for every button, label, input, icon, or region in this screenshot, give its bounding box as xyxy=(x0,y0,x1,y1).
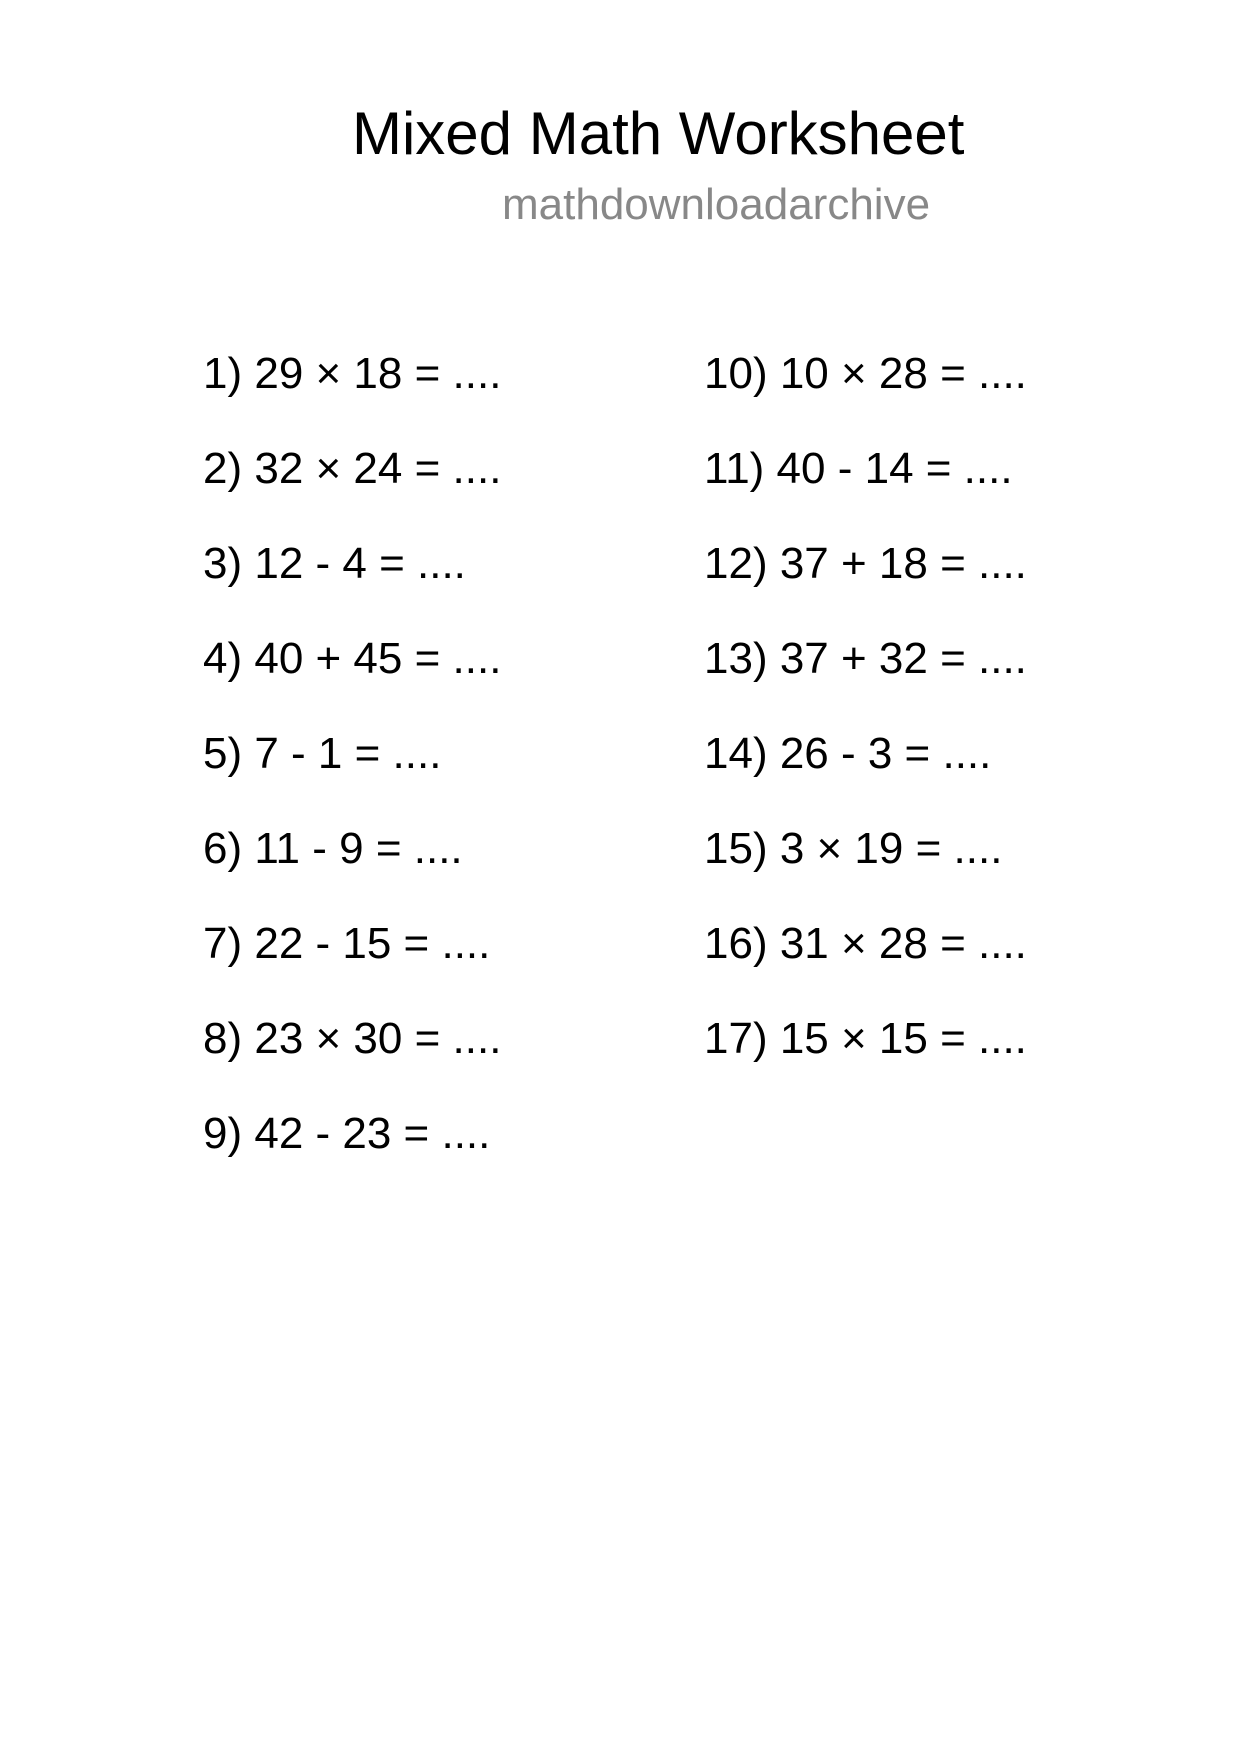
problems-column-left xyxy=(203,349,501,1204)
problem-7: 7) 22 - 15 = .... xyxy=(203,919,491,968)
problem-5: 5) 7 - 1 = .... xyxy=(203,729,442,778)
problem-15: 15) 3 × 19 = .... xyxy=(704,824,1003,873)
worksheet-subtitle: mathdownloadarchive xyxy=(502,180,931,229)
problem-3: 3) 12 - 4 = .... xyxy=(203,539,466,588)
problem-14: 14) 26 - 3 = .... xyxy=(704,729,992,778)
problems-column-right xyxy=(704,349,1027,1109)
worksheet-title: Mixed Math Worksheet xyxy=(352,100,965,167)
problem-2: 2) 32 × 24 = .... xyxy=(203,444,502,493)
problem-9: 9) 42 - 23 = .... xyxy=(203,1109,491,1158)
problem-8: 8) 23 × 30 = .... xyxy=(203,1014,502,1063)
problem-12: 12) 37 + 18 = .... xyxy=(704,539,1027,588)
problem-17: 17) 15 × 15 = .... xyxy=(704,1014,1027,1063)
problem-4: 4) 40 + 45 = .... xyxy=(203,634,502,683)
problem-16: 16) 31 × 28 = .... xyxy=(704,919,1027,968)
problem-11: 11) 40 - 14 = .... xyxy=(704,444,1013,493)
problem-6: 6) 11 - 9 = .... xyxy=(203,824,463,873)
problem-1: 1) 29 × 18 = .... xyxy=(203,349,502,398)
problem-13: 13) 37 + 32 = .... xyxy=(704,634,1027,683)
problem-10: 10) 10 × 28 = .... xyxy=(704,349,1027,398)
